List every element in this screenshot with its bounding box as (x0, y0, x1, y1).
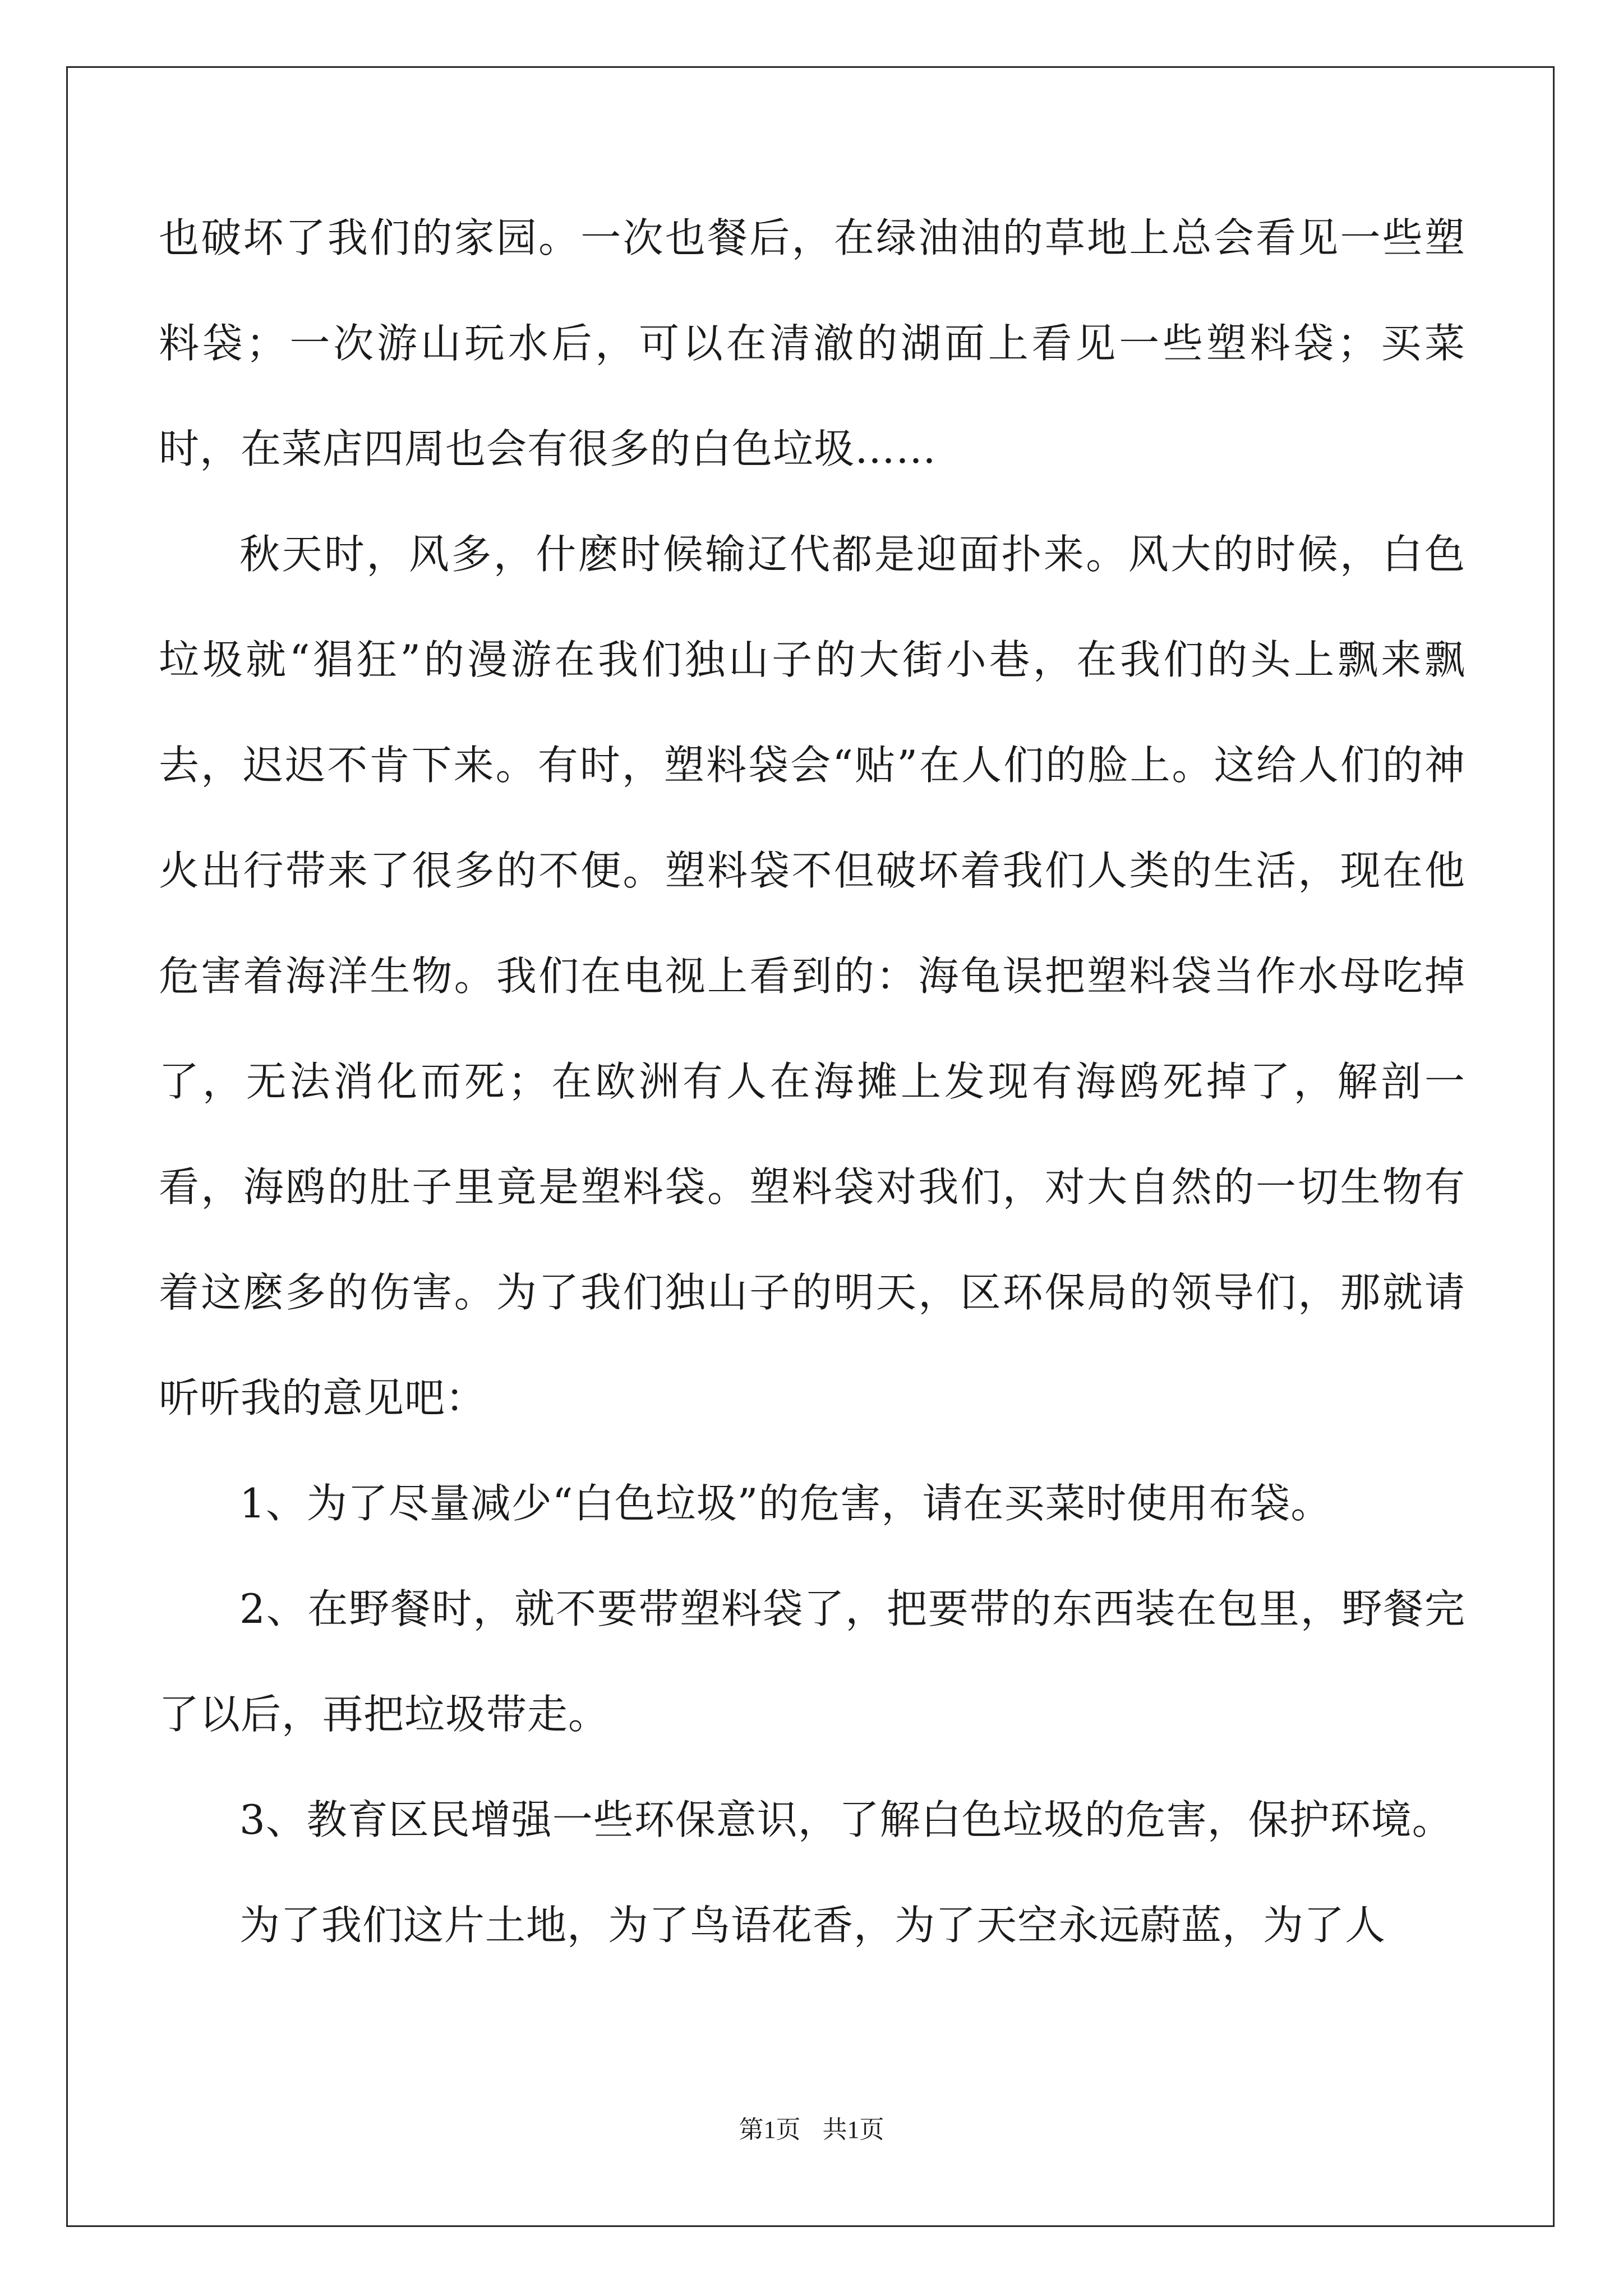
page-footer (0, 2109, 1623, 2145)
paragraph-5: 3、教育区民增强一些环保意识，了解白色垃圾的危害，保护环境。 (239, 1796, 1453, 1843)
paragraph-4: 2、在野餐时，就不要带塑料袋了，把要带的东西装在包里，野餐完了以后，再把垃圾带走。 (159, 1585, 1465, 1738)
page-total: 共1页 (822, 2116, 884, 2143)
paragraph-3: 1、为了尽量减少“白色垃圾”的危害，请在买菜时使用布袋。 (239, 1480, 1332, 1527)
document-body (159, 185, 1465, 1978)
paragraph-1: 也破坏了我们的家园。一次也餐后，在绿油油的草地上总会看见一些塑料袋；一次游山玩水后，可以在清澈的湖面上看见一些塑料袋；买菜时，在菜店四周也会有很多的白色垃圾…… (159, 214, 1465, 472)
paragraph-2: 秋天时，风多，什麽时候输辽代都是迎面扑来。风大的时候，白色垃圾就“猖狂”的漫游在我们独山子的大街小巷，在我们的头上飘来飘去，迟迟不肯下来。有时，塑料袋会“贴”在人们的脸上。这给人们的神火出行带来了很多的不便。塑料袋不但破坏着我们人类的生活，现在他危害着海洋生物。我们在电视上看到的：海龟误把塑料袋当作水母吃掉了，无法消化而死；在欧洲有人在海摊上发现有海鸥死掉了，解剖一看，海鸥的肚子里竟是塑料袋。塑料袋对我们，对大自然的一切生物有着这麽多的伤害。为了我们独山子的明天，区环保局的领导们，那就请听听我的意见吧： (159, 531, 1465, 1421)
paragraph-6: 为了我们这片土地，为了鸟语花香，为了天空永远蔚蓝，为了人 (239, 1902, 1386, 1949)
page-number: 第1页 (739, 2116, 801, 2143)
